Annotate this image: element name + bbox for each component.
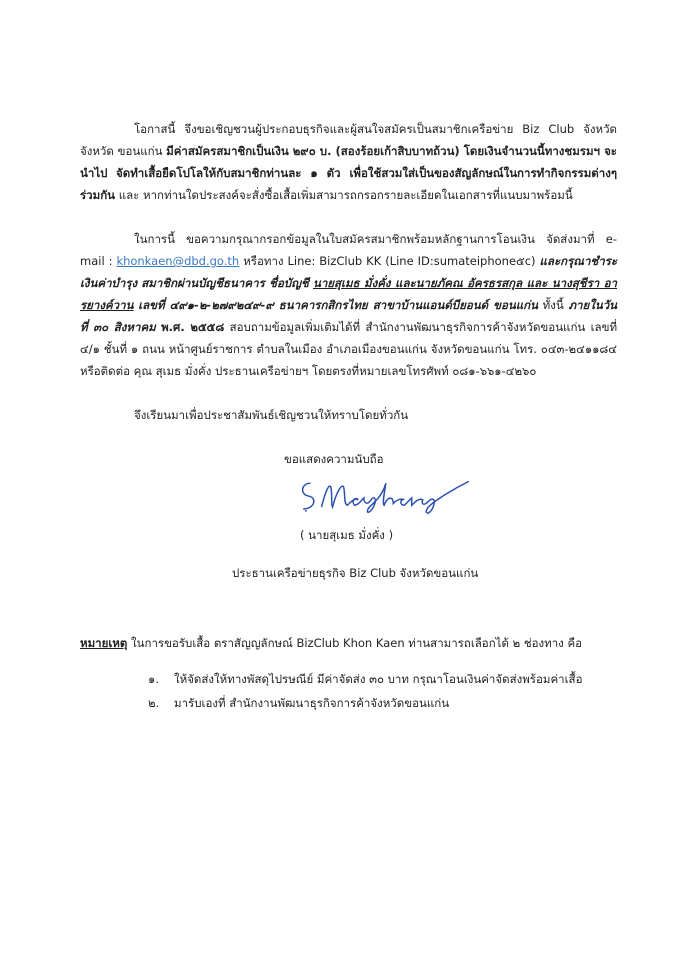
note-item (148, 692, 617, 714)
note-item (148, 668, 617, 690)
note-line (80, 632, 617, 654)
para2-line7: สุเมธ มั่งคั่ง ประธานเครือข่ายฯ โดยตรงที่หมายเลขโทรศัพท์ ๐๘๑-๖๖๑-๔๒๖๐ (155, 364, 537, 378)
shirt-text: จัดทำเสื้อยืดโปโลให้กับสมาชิกท่านละ ๑ ตัว เพื่อใช้สวมใส่เป็นของสัญลักษณ์ในการทำกิจกรรมต่างๆ ร่วมกัน (80, 166, 618, 202)
para1-text: ขอนแก่น (117, 144, 163, 158)
para2-text: ทั้งนี้ (542, 298, 564, 312)
deadline: ภายในวันที่ ๓๐ สิงหาคม (80, 298, 618, 334)
line-contact: หรือทาง Line: BizClub KK (Line ID:sumateiphone๕c) (243, 254, 536, 268)
payment-text: และกรุณาชำระเงินค่าบำรุง (80, 254, 618, 290)
paragraph-2 (80, 228, 617, 382)
para2-line1: ในการนี้ ขอความกรุณากรอกข้อมูลในใบสมัครสมาชิกพร้อมหลักฐานการโอนเงิน จัดส่งมาที่ e-mail : (80, 232, 617, 268)
item-text: มารับเองที่ สำนักงานพัฒนาธุรกิจการค้าจังหวัดขอนแก่น (174, 696, 450, 710)
year: พ.ศ. ๒๕๕๘ (161, 320, 225, 334)
account-label: สมาชิกผ่านบัญชีธนาคาร ชื่อบัญชี (141, 276, 309, 290)
fee-text: มีค่าสมัครสมาชิกเป็นเงิน ๒๙๐ บ. (สองร้อยเก้าสิบบาทถ้วน) โดยเงินจำนวนนี้ทางชมรมฯ จะนำไป (80, 144, 617, 180)
closing: ขอแสดงความนับถือ (284, 452, 384, 466)
para1-line1: โอกาสนี้ จึงขอเชิญชวนผู้ประกอบธุรกิจและผู้สนใจสมัครเป็นสมาชิกเครือข่าย Biz Club จังหวัดจังหวัด (80, 122, 617, 158)
email-link[interactable]: khonkaen@dbd.go.th (116, 254, 240, 268)
signer-name: ( นายสุเมธ มั่งคั่ง ) (300, 528, 394, 542)
contact-office: สอบถามข้อมูลเพิ่มเติมได้ที่ สำนักงานพัฒนาธุรกิจการค้าจังหวัดขอนแก่น เลขที่ ๔/๑ ชั้นที่ ๑ ถนน (80, 320, 618, 356)
signature (290, 474, 617, 520)
paragraph-1 (80, 118, 617, 206)
account-number: เลขที่ ๔๙๑-๒-๒๗๙๒๔๙-๙ ธนาคารกสิกรไทย สาขาบ้านแอนด์บียอนด์ ขอนแก่น (138, 298, 538, 312)
para2-line6: หน้าศูนย์ราชการ ตำบลในเมือง อำเภอเมืองขอนแก่น จังหวัดขอนแก่น โทร. ๐๔๓-๒๔๑๑๘๔ หรือติดต่อ คุณ (80, 342, 618, 378)
item-text: ให้จัดส่งให้ทางพัสดุไปรษณีย์ มีค่าจัดส่ง ๓๐ บาท กรุณาโอนเงินค่าจัดส่งพร้อมค่าเสื้อ (174, 672, 583, 686)
note-label: หมายเหตุ (80, 636, 128, 650)
para1-line4: หากท่านใดประสงค์จะสั่งซื้อเสื้อเพิ่มสามารถกรอกรายละเอียดในเอกสารที่แนบมาพร้อมนี้ (143, 188, 573, 202)
account-name: นายสุเมธ มั่งคั่ง และนายภัคณ อัครธรสกุล และ นางสุชีรา อารยางค์วาน (80, 276, 618, 312)
item-number: ๒. (148, 696, 160, 710)
note-text: ในการขอรับเสื้อ ตราสัญญลักษณ์ BizClub Khon Kaen ท่านสามารถเลือกได้ ๒ ช่องทาง คือ (131, 636, 583, 650)
para3: จึงเรียนมาเพื่อประชาสัมพันธ์เชิญชวนให้ทราบโดยทั่วกัน (134, 408, 409, 422)
item-number: ๑. (148, 672, 159, 686)
para1-text: และ (118, 188, 140, 202)
signer-position: ประธานเครือข่ายธุรกิจ Biz Club จังหวัดขอนแก่น (232, 566, 479, 580)
